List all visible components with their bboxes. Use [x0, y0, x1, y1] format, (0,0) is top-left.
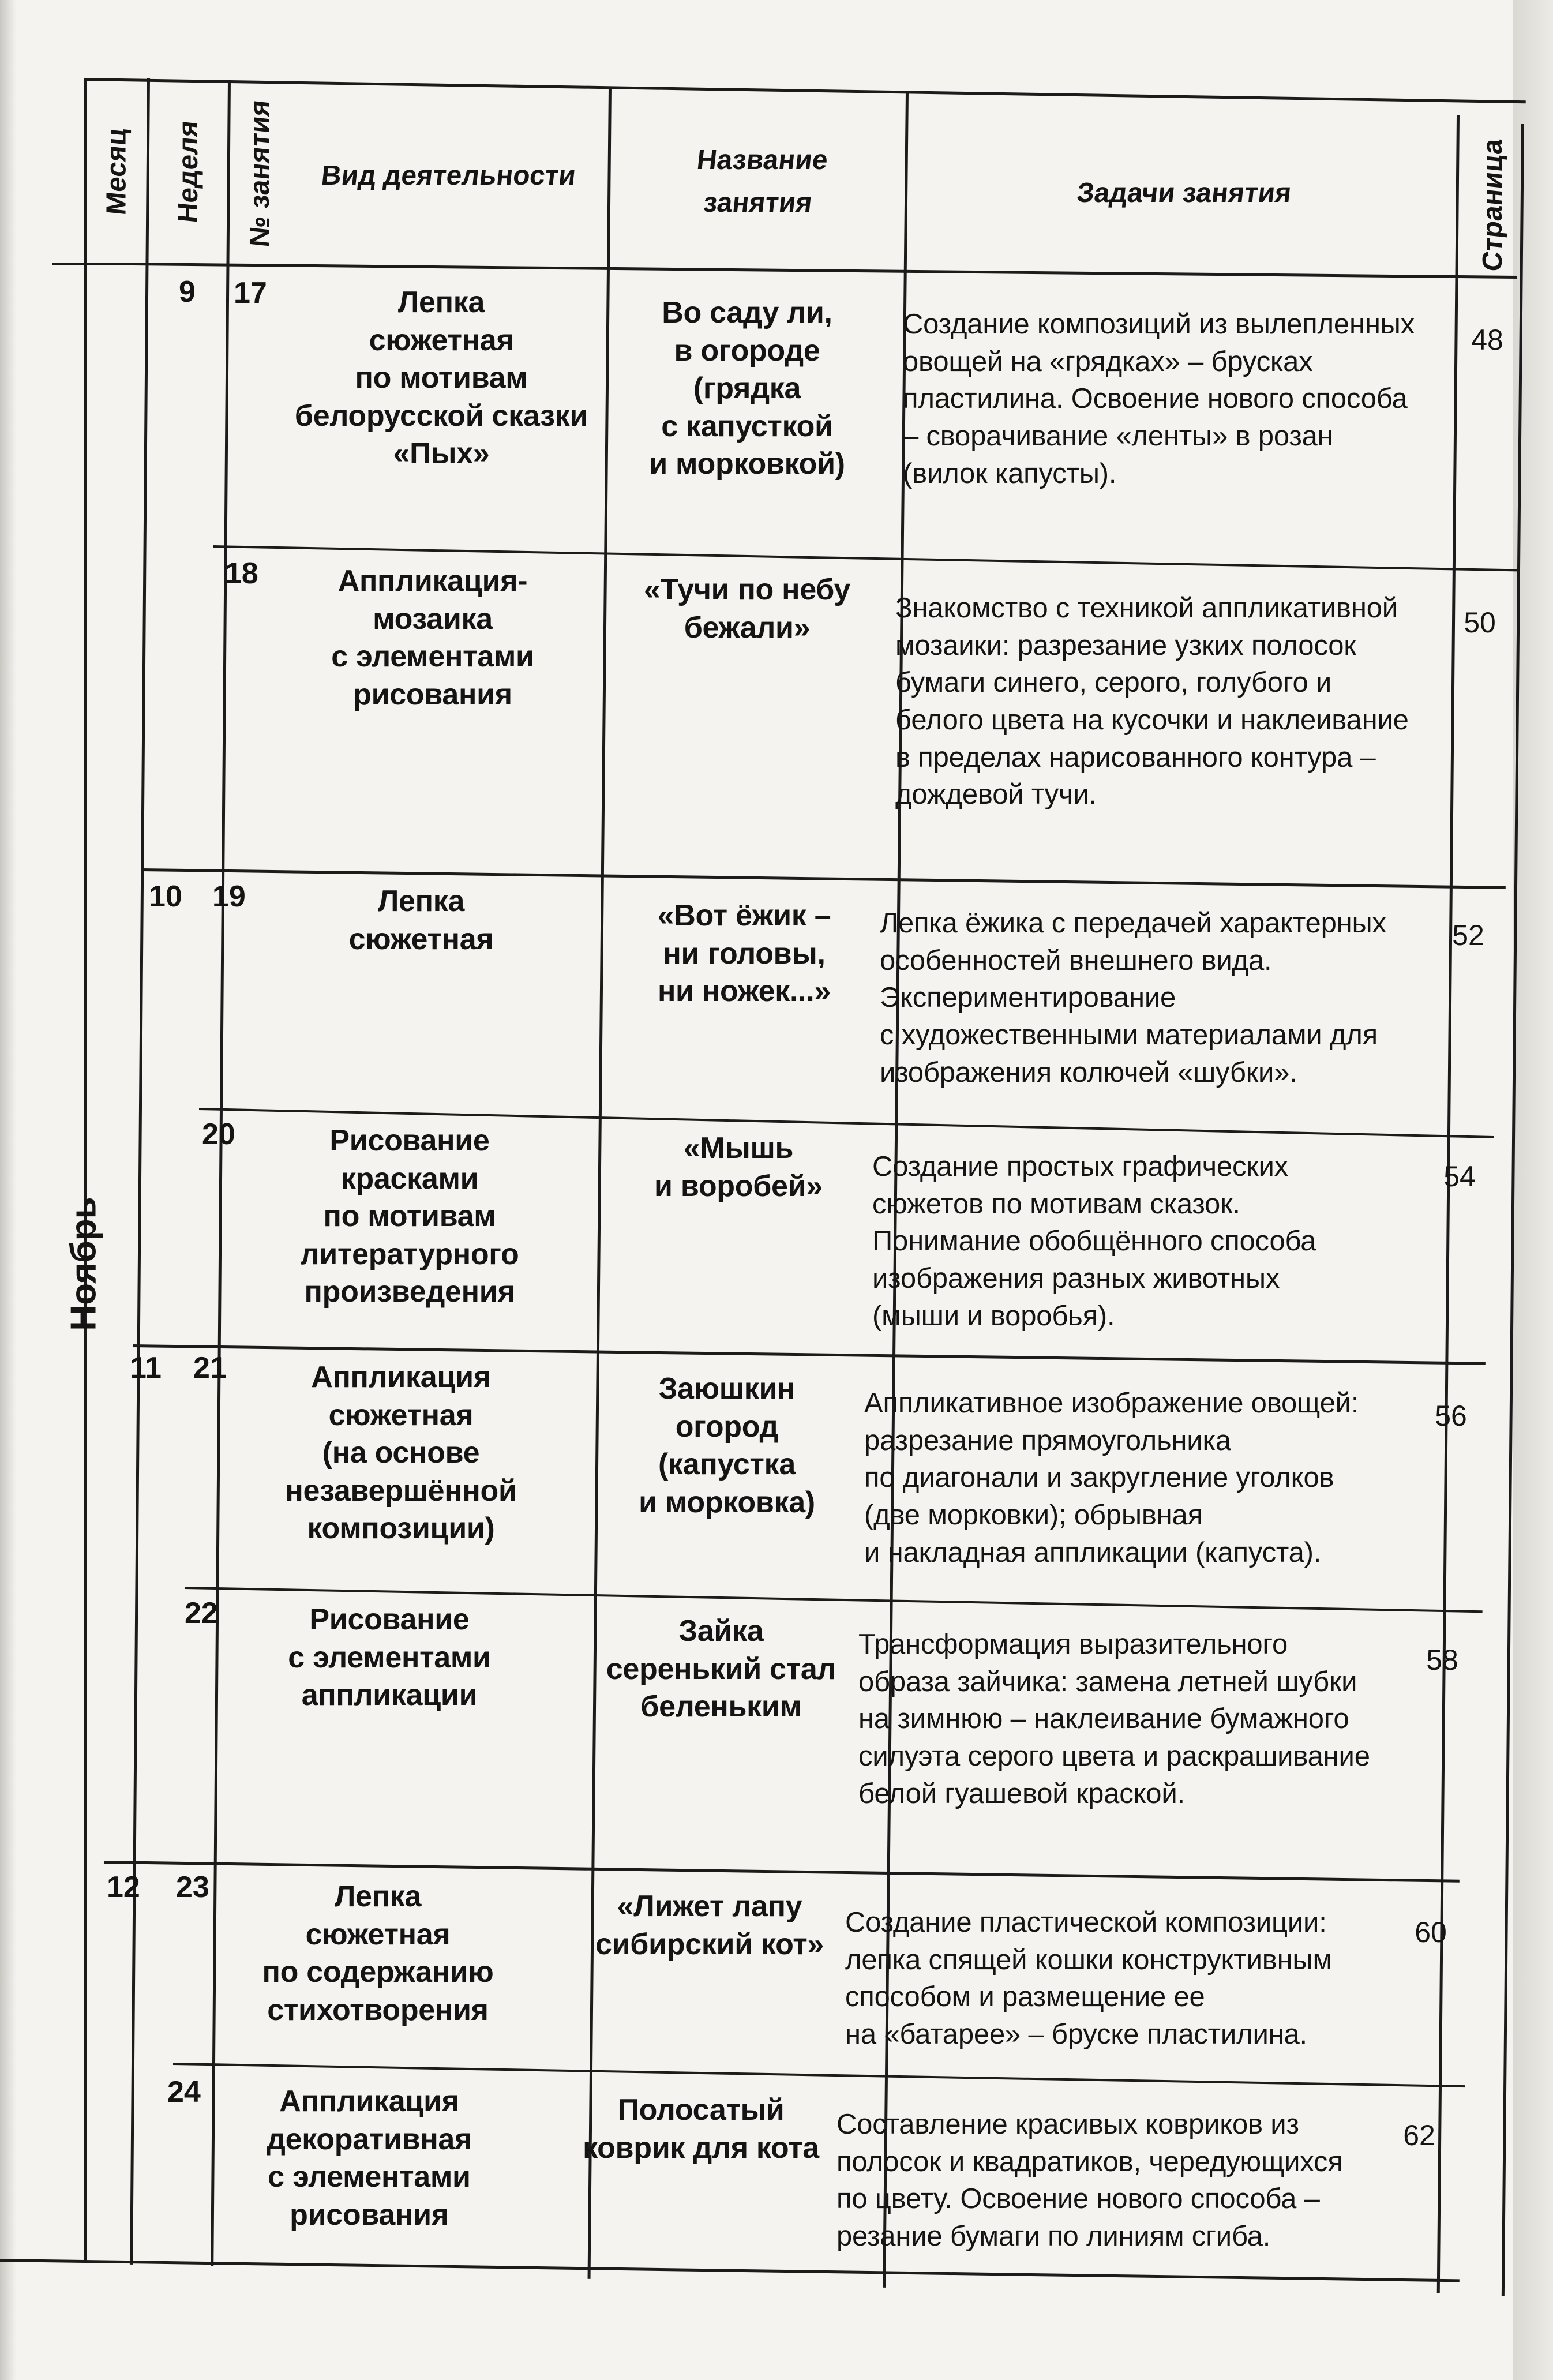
activity-cell: Аппликация сюжетная (на основе незавершённой композиции)	[285, 1360, 517, 1546]
lesson-title-cell: Полосатый коврик для кота	[583, 2093, 819, 2165]
lesson-number: 23	[176, 1871, 209, 1904]
week-number: 9	[179, 275, 196, 309]
lesson-title-cell: «Лижет лапу сибирский кот»	[595, 1890, 824, 1961]
lesson-title-cell: Зайка серенький стал беленьким	[606, 1614, 836, 1724]
page-number: 48	[1471, 324, 1503, 356]
lesson-number: 24	[167, 2075, 201, 2109]
header-tasks: Задачи занятия	[1075, 177, 1293, 208]
lesson-title-cell: «Мышь и воробей»	[654, 1131, 823, 1203]
page-number: 56	[1435, 1400, 1467, 1432]
lesson-number: 18	[225, 557, 258, 590]
task-cell: Аппликативное изображение овощей: разрезание прямоугольника по диагонали и закругление уголков (две морковки); обрывная и накладная аппликации (капуста).	[864, 1388, 1359, 1568]
week-number: 10	[149, 880, 182, 913]
header-month: Месяц	[102, 126, 133, 217]
activity-cell: Аппликация декоративная с элементами рисования	[266, 2085, 472, 2232]
col-border-1	[130, 78, 150, 2265]
activity-cell: Лепка сюжетная	[348, 884, 494, 956]
header-week: Неделя	[173, 119, 204, 224]
lesson-title-cell: Во саду ли, в огороде (грядка с капусткой и морковкой)	[649, 296, 845, 481]
lesson-number: 19	[212, 880, 246, 913]
task-cell: Создание композиций из вылепленных овощей на «грядках» – брусках пластилина. Освоение нового способа – сворачивание «ленты» в розан (вилок капусты).	[903, 309, 1415, 489]
month-label: Ноябрь	[63, 1196, 104, 1331]
week-number: 12	[107, 1871, 140, 1904]
task-cell: Трансформация выразительного образа зайчика: замена летней шубки на зимнюю – наклеивание бумажного силуэта серого цвета и раскрашивание белой гуашевой краской.	[858, 1629, 1370, 1809]
activity-cell: Рисование с элементами аппликации	[288, 1603, 491, 1712]
lesson-number: 21	[193, 1351, 227, 1385]
task-cell: Составление красивых ковриков из полосок и квадратиков, чередующихся по цвету. Освоение нового способа – резание бумаги по линиям сгиба.	[836, 2109, 1343, 2252]
task-cell: Создание пластической композиции: лепка спящей кошки конструктивным способом и размещение ее на «батарее» – бруске пластилина.	[845, 1907, 1332, 2051]
lesson-number: 20	[202, 1118, 235, 1151]
activity-cell: Рисование красками по мотивам литературного произведения	[300, 1124, 519, 1309]
lesson-title-cell: «Вот ёжик – ни головы, ни ножек...»	[657, 899, 831, 1009]
page-number: 54	[1443, 1160, 1476, 1193]
page-number: 58	[1426, 1644, 1458, 1676]
page-number: 60	[1415, 1916, 1447, 1948]
lesson-title-cell: Заюшкин огород (капустка и морковка)	[639, 1372, 815, 1519]
activity-cell: Лепка сюжетная по мотивам белорусской сказки «Пых»	[294, 286, 588, 471]
header-page: Страница	[1477, 137, 1509, 273]
activity-cell: Лепка сюжетная по содержанию стихотворения	[262, 1880, 494, 2027]
header-activity: Вид деятельности	[320, 160, 577, 191]
left-block-line	[52, 263, 136, 265]
header-lesson-number: № занятия	[244, 98, 275, 249]
table-bottom-border	[0, 2259, 1460, 2282]
task-cell: Создание простых графических сюжетов по мотивам сказок. Понимание обобщённого способа изображения разных животных (мыши и воробья).	[872, 1151, 1316, 1332]
col-border-0	[84, 78, 87, 2262]
page-shadow	[0, 0, 16, 2380]
lesson-number: 22	[185, 1596, 218, 1630]
lesson-title-cell: «Тучи по небу бежали»	[644, 573, 850, 644]
page-number: 62	[1403, 2119, 1435, 2152]
lesson-number: 17	[234, 276, 267, 310]
page-number: 50	[1464, 606, 1496, 639]
task-cell: Лепка ёжика с передачей характерных особенностей внешнего вида. Экспериментирование с художественными материалами для изображения колючей «шубки».	[880, 908, 1386, 1088]
header-title: Название занятия	[695, 144, 830, 218]
week-number: 11	[130, 1351, 162, 1385]
activity-cell: Аппликация- мозаика с элементами рисования	[331, 564, 534, 711]
task-cell: Знакомство с техникой аппликативной мозаики: разрезание узких полосок бумаги синего, серого, голубого и белого цвета на кусочки и наклеивание в пределах нарисованного контура – дождевой тучи.	[895, 593, 1409, 811]
page-number: 52	[1452, 919, 1484, 951]
